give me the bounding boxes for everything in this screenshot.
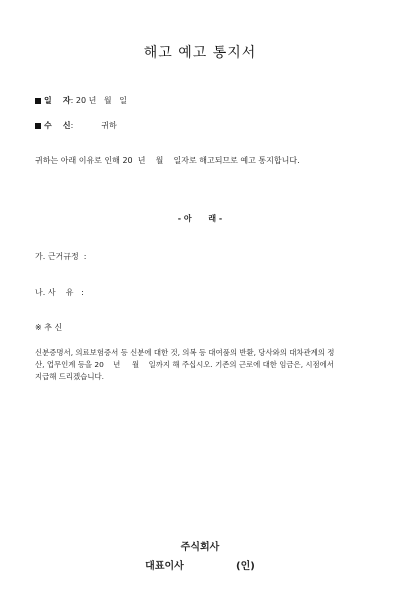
recipient-value: : 귀하 (70, 121, 117, 130)
item-basis-rule: 가. 근거규정 : (35, 252, 87, 261)
company-name: 주식회사 (180, 542, 220, 553)
date-row (35, 95, 127, 106)
date-value: : 20 년 월 일 (70, 96, 128, 105)
bullet-square-icon (35, 98, 41, 104)
postscript-heading: ※ 추 신 (35, 323, 63, 332)
notice-heading: - 아 래 - (177, 214, 223, 223)
signature-line: 대표이사 (인) (145, 561, 255, 572)
postscript-line: 산, 업무인계 등을 20 년 월 일까지 해 주십시오. 기존의 근로에 대한 임금은, 시점에서 (35, 360, 334, 369)
postscript-line: 지급해 드리겠습니다. (35, 372, 104, 381)
postscript-text (35, 347, 371, 383)
bullet-square-icon (35, 123, 41, 129)
notice-body: 귀하는 아래 이유로 인해 20 년 월 일자로 해고되므로 예고 통지합니다. (35, 156, 300, 165)
document-title: 해고 예고 통지서 (143, 45, 257, 61)
postscript-line: 신분증명서, 의료보험증서 등 신분에 대한 것, 의복 등 대여품의 반환, 당사와의 대차관계의 정 (35, 348, 335, 357)
date-label: 일 자 (44, 96, 71, 105)
item-reason: 나. 사 유 : (35, 288, 84, 297)
recipient-row (35, 120, 117, 131)
recipient-label: 수 신 (44, 121, 71, 130)
